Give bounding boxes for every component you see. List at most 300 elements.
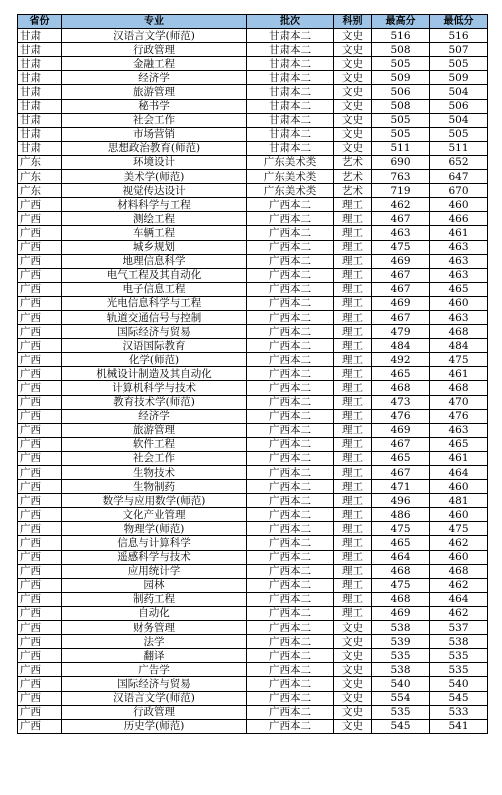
header-category: 科别 — [334, 15, 372, 29]
cell-batch: 广西本二 — [247, 353, 334, 367]
cell-max-score: 508 — [372, 99, 430, 113]
cell-batch: 广东美术类 — [247, 155, 334, 169]
cell-category: 理工 — [334, 395, 372, 409]
cell-batch: 广西本二 — [247, 198, 334, 212]
cell-category: 理工 — [334, 282, 372, 296]
cell-category: 理工 — [334, 268, 372, 282]
cell-batch: 广西本二 — [247, 409, 334, 423]
cell-max-score: 719 — [372, 184, 430, 198]
cell-min-score: 462 — [430, 536, 488, 550]
cell-major: 地理信息科学 — [62, 254, 247, 268]
cell-max-score: 468 — [372, 592, 430, 606]
table-row — [18, 29, 488, 43]
cell-min-score: 535 — [430, 649, 488, 663]
cell-province: 广西 — [18, 296, 62, 310]
cell-major: 电子信息工程 — [62, 282, 247, 296]
table-row — [18, 155, 488, 169]
cell-major: 历史学(师范) — [62, 719, 247, 733]
cell-province: 广西 — [18, 578, 62, 592]
cell-max-score: 464 — [372, 550, 430, 564]
cell-max-score: 473 — [372, 395, 430, 409]
cell-min-score: 535 — [430, 663, 488, 677]
cell-max-score: 468 — [372, 381, 430, 395]
cell-major: 数学与应用数学(师范) — [62, 494, 247, 508]
cell-province: 广东 — [18, 184, 62, 198]
cell-min-score: 461 — [430, 367, 488, 381]
cell-batch: 广东美术类 — [247, 170, 334, 184]
cell-batch: 广西本二 — [247, 550, 334, 564]
cell-max-score: 467 — [372, 282, 430, 296]
table-row — [18, 296, 488, 310]
cell-max-score: 505 — [372, 113, 430, 127]
cell-major: 轨道交通信号与控制 — [62, 310, 247, 324]
cell-major: 生物制药 — [62, 480, 247, 494]
cell-category: 理工 — [334, 310, 372, 324]
table-row — [18, 451, 488, 465]
cell-major: 城乡规划 — [62, 240, 247, 254]
cell-category: 理工 — [334, 480, 372, 494]
cell-max-score: 554 — [372, 691, 430, 705]
cell-category: 理工 — [334, 536, 372, 550]
cell-max-score: 465 — [372, 451, 430, 465]
cell-category: 理工 — [334, 466, 372, 480]
cell-min-score: 504 — [430, 85, 488, 99]
cell-max-score: 496 — [372, 494, 430, 508]
cell-province: 广西 — [18, 691, 62, 705]
cell-province: 广东 — [18, 170, 62, 184]
table-row — [18, 57, 488, 71]
cell-min-score: 463 — [430, 254, 488, 268]
cell-major: 遥感科学与技术 — [62, 550, 247, 564]
cell-batch: 广西本二 — [247, 325, 334, 339]
cell-category: 文史 — [334, 719, 372, 733]
cell-max-score: 763 — [372, 170, 430, 184]
cell-min-score: 464 — [430, 592, 488, 606]
cell-province: 广西 — [18, 310, 62, 324]
cell-province: 广西 — [18, 719, 62, 733]
cell-batch: 广西本二 — [247, 395, 334, 409]
table-row — [18, 437, 488, 451]
table-row — [18, 649, 488, 663]
cell-batch: 广西本二 — [247, 282, 334, 296]
cell-province: 广西 — [18, 466, 62, 480]
cell-batch: 广西本二 — [247, 423, 334, 437]
cell-max-score: 505 — [372, 127, 430, 141]
cell-max-score: 486 — [372, 508, 430, 522]
cell-min-score: 468 — [430, 381, 488, 395]
cell-max-score: 506 — [372, 85, 430, 99]
table-row — [18, 606, 488, 620]
cell-category: 文史 — [334, 677, 372, 691]
cell-min-score: 460 — [430, 550, 488, 564]
cell-major: 翻译 — [62, 649, 247, 663]
cell-batch: 甘肃本二 — [247, 127, 334, 141]
cell-min-score: 540 — [430, 677, 488, 691]
cell-major: 市场营销 — [62, 127, 247, 141]
table-row — [18, 127, 488, 141]
cell-max-score: 538 — [372, 663, 430, 677]
cell-category: 理工 — [334, 367, 372, 381]
cell-major: 生物技术 — [62, 466, 247, 480]
cell-min-score: 505 — [430, 127, 488, 141]
cell-major: 旅游管理 — [62, 85, 247, 99]
table-row — [18, 198, 488, 212]
cell-max-score: 535 — [372, 705, 430, 719]
cell-batch: 广西本二 — [247, 522, 334, 536]
table-row — [18, 494, 488, 508]
table-row — [18, 113, 488, 127]
cell-max-score: 469 — [372, 423, 430, 437]
cell-category: 理工 — [334, 437, 372, 451]
cell-batch: 甘肃本二 — [247, 99, 334, 113]
cell-major: 行政管理 — [62, 43, 247, 57]
cell-batch: 广西本二 — [247, 536, 334, 550]
table-row — [18, 536, 488, 550]
cell-batch: 甘肃本二 — [247, 43, 334, 57]
table-row — [18, 621, 488, 635]
table-row — [18, 635, 488, 649]
cell-major: 广告学 — [62, 663, 247, 677]
cell-category: 理工 — [334, 522, 372, 536]
cell-province: 甘肃 — [18, 113, 62, 127]
cell-category: 艺术 — [334, 155, 372, 169]
cell-major: 测绘工程 — [62, 212, 247, 226]
table-row — [18, 353, 488, 367]
cell-major: 社会工作 — [62, 451, 247, 465]
cell-batch: 广东美术类 — [247, 184, 334, 198]
cell-major: 秘书学 — [62, 99, 247, 113]
cell-province: 甘肃 — [18, 127, 62, 141]
cell-major: 信息与计算科学 — [62, 536, 247, 550]
cell-province: 广西 — [18, 423, 62, 437]
cell-province: 广西 — [18, 508, 62, 522]
cell-province: 甘肃 — [18, 99, 62, 113]
cell-batch: 广西本二 — [247, 240, 334, 254]
cell-batch: 广西本二 — [247, 339, 334, 353]
cell-category: 文史 — [334, 635, 372, 649]
cell-province: 广西 — [18, 536, 62, 550]
cell-category: 文史 — [334, 705, 372, 719]
cell-category: 理工 — [334, 240, 372, 254]
table-row — [18, 170, 488, 184]
cell-min-score: 481 — [430, 494, 488, 508]
cell-category: 文史 — [334, 85, 372, 99]
cell-province: 广西 — [18, 212, 62, 226]
cell-province: 广西 — [18, 663, 62, 677]
cell-major: 物理学(师范) — [62, 522, 247, 536]
cell-batch: 广西本二 — [247, 451, 334, 465]
cell-category: 文史 — [334, 29, 372, 43]
cell-major: 美术学(师范) — [62, 170, 247, 184]
cell-batch: 广西本二 — [247, 621, 334, 635]
cell-province: 广西 — [18, 437, 62, 451]
cell-province: 广西 — [18, 522, 62, 536]
cell-batch: 广西本二 — [247, 466, 334, 480]
cell-min-score: 545 — [430, 691, 488, 705]
cell-major: 汉语国际教育 — [62, 339, 247, 353]
cell-min-score: 465 — [430, 282, 488, 296]
cell-province: 广西 — [18, 705, 62, 719]
table-row — [18, 691, 488, 705]
cell-min-score: 460 — [430, 480, 488, 494]
cell-max-score: 690 — [372, 155, 430, 169]
cell-min-score: 466 — [430, 212, 488, 226]
cell-province: 甘肃 — [18, 71, 62, 85]
cell-batch: 甘肃本二 — [247, 85, 334, 99]
cell-province: 广西 — [18, 480, 62, 494]
table-row — [18, 254, 488, 268]
cell-batch: 广西本二 — [247, 564, 334, 578]
cell-category: 理工 — [334, 606, 372, 620]
cell-max-score: 467 — [372, 466, 430, 480]
cell-category: 理工 — [334, 592, 372, 606]
cell-batch: 广西本二 — [247, 508, 334, 522]
table-row — [18, 184, 488, 198]
cell-category: 理工 — [334, 578, 372, 592]
cell-province: 广西 — [18, 282, 62, 296]
cell-max-score: 467 — [372, 437, 430, 451]
table-row — [18, 325, 488, 339]
cell-max-score: 469 — [372, 296, 430, 310]
cell-min-score: 475 — [430, 353, 488, 367]
cell-batch: 甘肃本二 — [247, 29, 334, 43]
table-row — [18, 395, 488, 409]
table-row — [18, 282, 488, 296]
table-row — [18, 268, 488, 282]
cell-province: 甘肃 — [18, 29, 62, 43]
cell-major: 软件工程 — [62, 437, 247, 451]
cell-max-score: 463 — [372, 226, 430, 240]
cell-major: 国际经济与贸易 — [62, 325, 247, 339]
cell-min-score: 506 — [430, 99, 488, 113]
header-max-score: 最高分 — [372, 15, 430, 29]
cell-batch: 甘肃本二 — [247, 113, 334, 127]
cell-batch: 广西本二 — [247, 705, 334, 719]
table-row — [18, 423, 488, 437]
cell-category: 文史 — [334, 43, 372, 57]
cell-min-score: 652 — [430, 155, 488, 169]
cell-max-score: 511 — [372, 141, 430, 155]
cell-max-score: 471 — [372, 480, 430, 494]
cell-province: 广西 — [18, 240, 62, 254]
table-row — [18, 663, 488, 677]
header-row — [18, 15, 488, 29]
cell-max-score: 509 — [372, 71, 430, 85]
cell-major: 计算机科学与技术 — [62, 381, 247, 395]
cell-category: 文史 — [334, 113, 372, 127]
cell-category: 文史 — [334, 71, 372, 85]
cell-min-score: 460 — [430, 198, 488, 212]
cell-max-score: 505 — [372, 57, 430, 71]
header-min-score: 最低分 — [430, 15, 488, 29]
cell-major: 机械设计制造及其自动化 — [62, 367, 247, 381]
cell-category: 理工 — [334, 423, 372, 437]
cell-max-score: 469 — [372, 606, 430, 620]
cell-min-score: 464 — [430, 466, 488, 480]
table-row — [18, 226, 488, 240]
cell-province: 广西 — [18, 606, 62, 620]
cell-batch: 广西本二 — [247, 719, 334, 733]
table-row — [18, 705, 488, 719]
cell-major: 社会工作 — [62, 113, 247, 127]
cell-province: 甘肃 — [18, 141, 62, 155]
cell-category: 文史 — [334, 99, 372, 113]
cell-max-score: 462 — [372, 198, 430, 212]
cell-min-score: 475 — [430, 522, 488, 536]
table-row — [18, 381, 488, 395]
cell-major: 旅游管理 — [62, 423, 247, 437]
cell-major: 电气工程及其自动化 — [62, 268, 247, 282]
cell-max-score: 469 — [372, 254, 430, 268]
cell-major: 文化产业管理 — [62, 508, 247, 522]
cell-max-score: 484 — [372, 339, 430, 353]
cell-major: 园林 — [62, 578, 247, 592]
cell-min-score: 537 — [430, 621, 488, 635]
cell-province: 广西 — [18, 677, 62, 691]
cell-category: 文史 — [334, 691, 372, 705]
cell-min-score: 465 — [430, 437, 488, 451]
cell-batch: 甘肃本二 — [247, 57, 334, 71]
cell-province: 广西 — [18, 649, 62, 663]
cell-category: 理工 — [334, 198, 372, 212]
cell-min-score: 463 — [430, 240, 488, 254]
cell-batch: 广西本二 — [247, 310, 334, 324]
cell-category: 理工 — [334, 339, 372, 353]
cell-major: 车辆工程 — [62, 226, 247, 240]
table-row — [18, 508, 488, 522]
cell-province: 广西 — [18, 592, 62, 606]
table-row — [18, 578, 488, 592]
cell-max-score: 467 — [372, 310, 430, 324]
cell-category: 文史 — [334, 621, 372, 635]
cell-min-score: 511 — [430, 141, 488, 155]
cell-max-score: 475 — [372, 522, 430, 536]
cell-max-score: 476 — [372, 409, 430, 423]
cell-min-score: 476 — [430, 409, 488, 423]
cell-min-score: 461 — [430, 226, 488, 240]
cell-min-score: 670 — [430, 184, 488, 198]
cell-batch: 广西本二 — [247, 649, 334, 663]
cell-min-score: 463 — [430, 268, 488, 282]
cell-province: 广西 — [18, 198, 62, 212]
cell-major: 汉语言文学(师范) — [62, 691, 247, 705]
cell-batch: 广西本二 — [247, 296, 334, 310]
cell-major: 教育技术学(师范) — [62, 395, 247, 409]
cell-major: 行政管理 — [62, 705, 247, 719]
cell-max-score: 535 — [372, 649, 430, 663]
cell-max-score: 539 — [372, 635, 430, 649]
cell-category: 理工 — [334, 254, 372, 268]
cell-batch: 广西本二 — [247, 212, 334, 226]
cell-category: 理工 — [334, 409, 372, 423]
cell-province: 甘肃 — [18, 85, 62, 99]
cell-batch: 广西本二 — [247, 677, 334, 691]
cell-batch: 甘肃本二 — [247, 71, 334, 85]
cell-max-score: 468 — [372, 564, 430, 578]
cell-max-score: 475 — [372, 578, 430, 592]
cell-max-score: 475 — [372, 240, 430, 254]
table-row — [18, 719, 488, 733]
table-row — [18, 339, 488, 353]
cell-min-score: 484 — [430, 339, 488, 353]
cell-min-score: 505 — [430, 57, 488, 71]
cell-min-score: 516 — [430, 29, 488, 43]
cell-max-score: 540 — [372, 677, 430, 691]
cell-category: 理工 — [334, 550, 372, 564]
cell-category: 艺术 — [334, 184, 372, 198]
cell-min-score: 462 — [430, 578, 488, 592]
cell-province: 广西 — [18, 226, 62, 240]
cell-category: 文史 — [334, 663, 372, 677]
cell-batch: 广西本二 — [247, 663, 334, 677]
cell-province: 广西 — [18, 325, 62, 339]
table-row — [18, 85, 488, 99]
admission-score-table — [17, 14, 488, 734]
table-row — [18, 99, 488, 113]
cell-min-score: 463 — [430, 423, 488, 437]
cell-max-score: 516 — [372, 29, 430, 43]
cell-min-score: 533 — [430, 705, 488, 719]
cell-batch: 广西本二 — [247, 381, 334, 395]
table-row — [18, 212, 488, 226]
header-province: 省份 — [18, 15, 62, 29]
cell-batch: 广西本二 — [247, 578, 334, 592]
cell-major: 自动化 — [62, 606, 247, 620]
cell-major: 思想政治教育(师范) — [62, 141, 247, 155]
cell-max-score: 467 — [372, 268, 430, 282]
table-row — [18, 466, 488, 480]
cell-batch: 广西本二 — [247, 592, 334, 606]
cell-batch: 广西本二 — [247, 254, 334, 268]
cell-major: 经济学 — [62, 71, 247, 85]
cell-batch: 广西本二 — [247, 226, 334, 240]
cell-major: 金融工程 — [62, 57, 247, 71]
cell-province: 广西 — [18, 564, 62, 578]
cell-major: 环境设计 — [62, 155, 247, 169]
cell-major: 财务管理 — [62, 621, 247, 635]
cell-min-score: 509 — [430, 71, 488, 85]
cell-max-score: 545 — [372, 719, 430, 733]
cell-province: 广西 — [18, 254, 62, 268]
cell-major: 材料科学与工程 — [62, 198, 247, 212]
cell-max-score: 465 — [372, 367, 430, 381]
cell-batch: 广西本二 — [247, 606, 334, 620]
cell-batch: 广西本二 — [247, 691, 334, 705]
cell-max-score: 467 — [372, 212, 430, 226]
cell-category: 文史 — [334, 141, 372, 155]
cell-batch: 广西本二 — [247, 268, 334, 282]
cell-batch: 广西本二 — [247, 635, 334, 649]
table-row — [18, 71, 488, 85]
table-row — [18, 43, 488, 57]
cell-category: 理工 — [334, 508, 372, 522]
cell-major: 汉语言文学(师范) — [62, 29, 247, 43]
cell-min-score: 507 — [430, 43, 488, 57]
cell-min-score: 461 — [430, 451, 488, 465]
cell-category: 理工 — [334, 353, 372, 367]
cell-category: 理工 — [334, 226, 372, 240]
cell-min-score: 462 — [430, 606, 488, 620]
cell-min-score: 460 — [430, 296, 488, 310]
cell-min-score: 541 — [430, 719, 488, 733]
cell-batch: 广西本二 — [247, 437, 334, 451]
cell-major: 光电信息科学与工程 — [62, 296, 247, 310]
cell-major: 制药工程 — [62, 592, 247, 606]
cell-min-score: 504 — [430, 113, 488, 127]
cell-province: 广西 — [18, 550, 62, 564]
table-row — [18, 480, 488, 494]
cell-min-score: 470 — [430, 395, 488, 409]
